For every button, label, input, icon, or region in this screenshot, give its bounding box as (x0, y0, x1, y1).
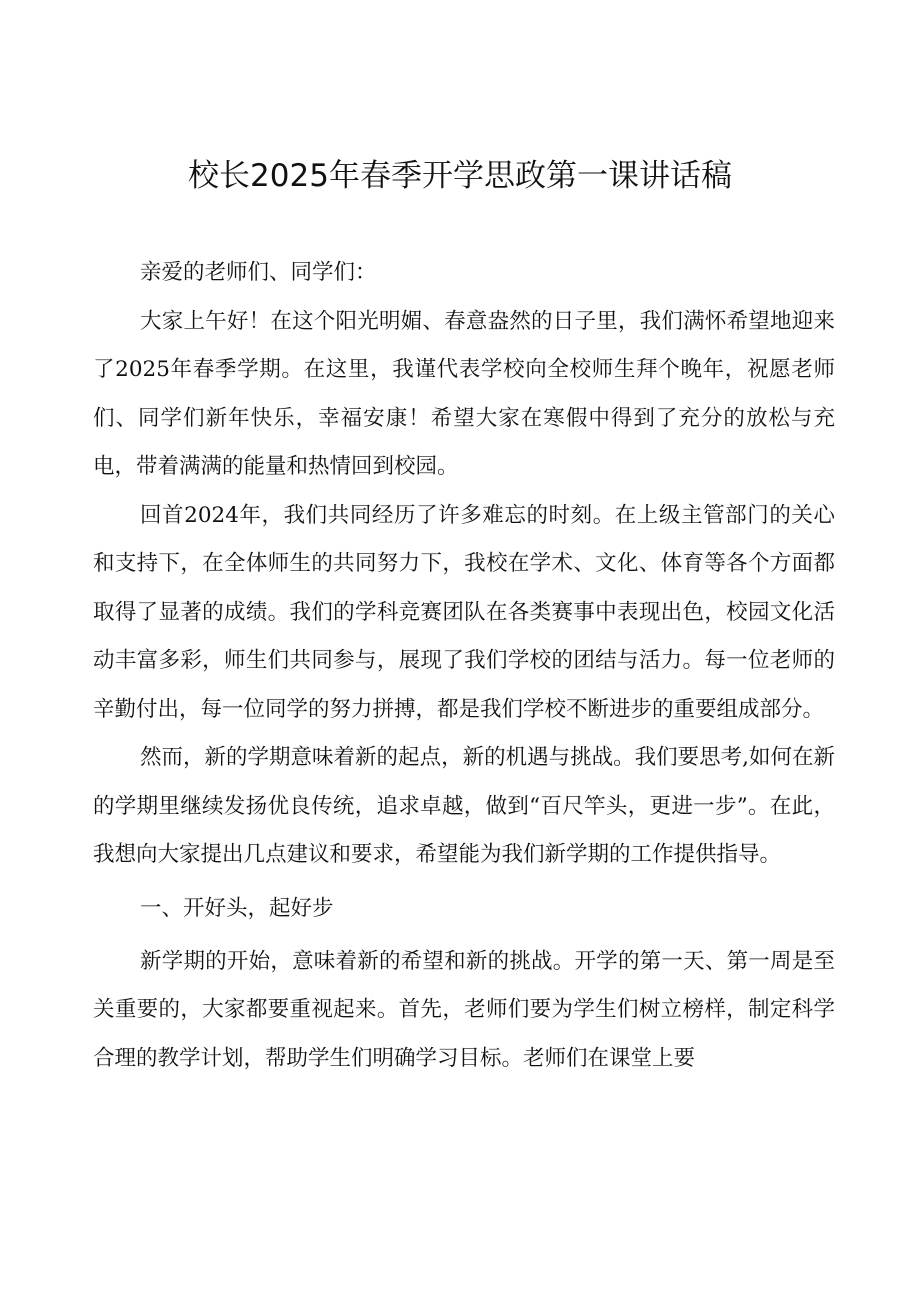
paragraph-greeting: 大家上午好！在这个阳光明媚、春意盎然的日子里，我们满怀希望地迎来了2025年春季学期。在这里，我谨代表学校向全校师生拜个晚年，祝愿老师们、同学们新年快乐，幸福安康！希望大家在寒假中得到了充分的放松与充电，带着满满的能量和热情回到校园。 (93, 308, 835, 479)
document-title: 校长2025年春季开学思政第一课讲话稿 (188, 158, 732, 194)
paragraph-new-semester: 然而，新的学期意味着新的起点，新的机遇与挑战。我们要思考,如何在新的学期里继续发扬优良传统，追求卓越，做到“百尺竿头，更进一步”。在此，我想向大家提出几点建议和要求，希望能为我们新学期的工作提供指导。 (93, 745, 835, 867)
section-heading: 一、开好头，起好步 (140, 895, 334, 921)
paragraph-section-one: 新学期的开始，意味着新的希望和新的挑战。开学的第一天、第一周是至关重要的，大家都要重视起来。首先，老师们要为学生们树立榜样，制定科学合理的教学计划，帮助学生们明确学习目标。老师们在课堂上要 (93, 948, 835, 1071)
document-body (93, 249, 835, 1083)
paragraph-review-2024: 回首2024年，我们共同经历了许多难忘的时刻。在上级主管部门的关心和支持下，在全体师生的共同努力下，我校在学术、文化、体育等各个方面都取得了显著的成绩。我们的学科竞赛团队在各类赛事中表现出色，校园文化活动丰富多彩，师生们共同参与，展现了我们学校的团结与活力。每一位老师的辛勤付出，每一位同学的努力拼搏，都是我们学校不断进步的重要组成部分。 (93, 502, 835, 722)
salutation: 亲爱的老师们、同学们： (140, 260, 377, 285)
